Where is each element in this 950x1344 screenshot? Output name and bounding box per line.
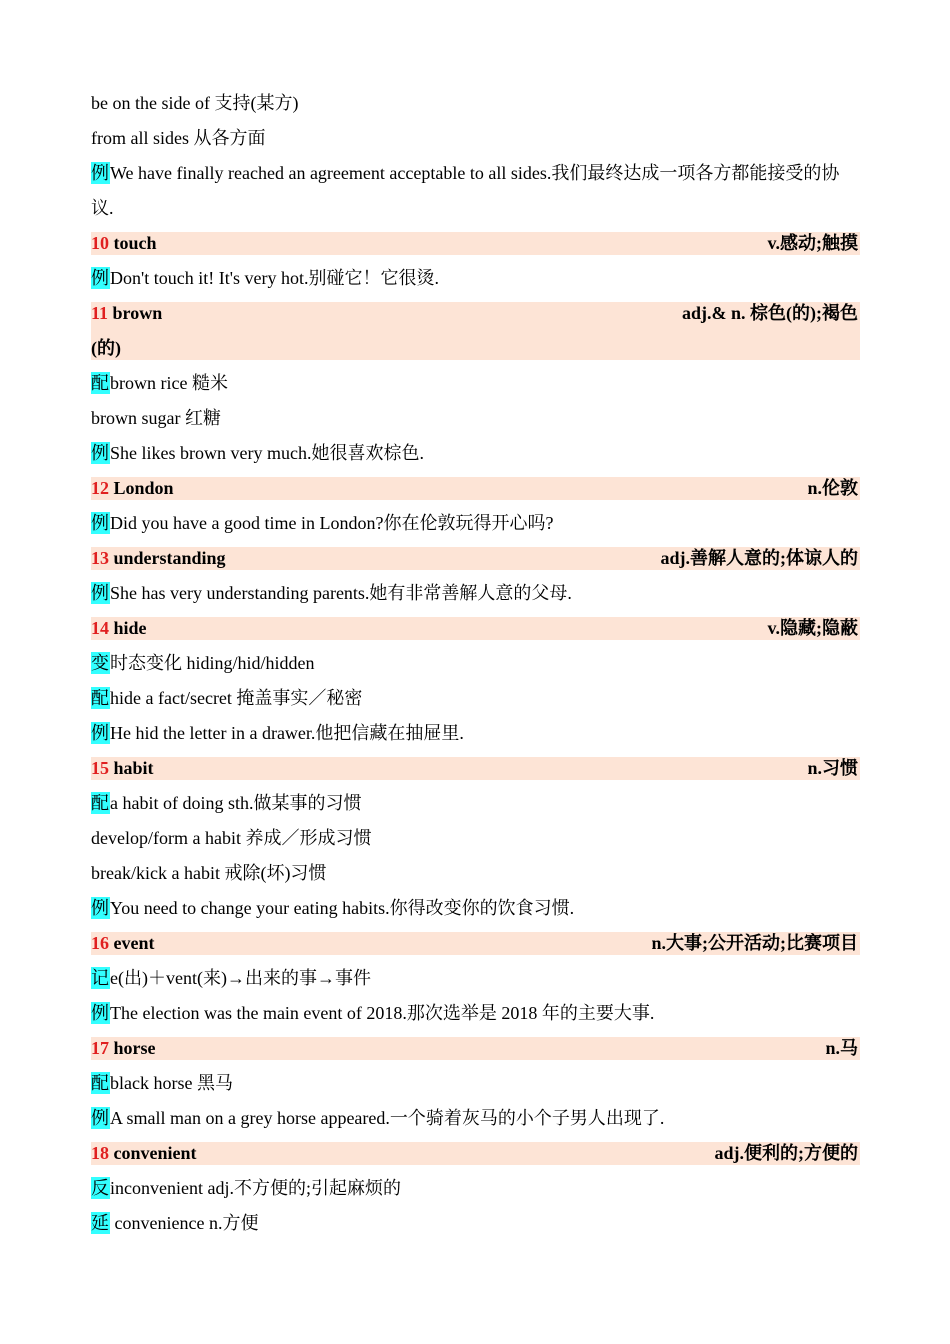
line-text: brown sugar 红糖 <box>91 408 221 428</box>
line-text: You need to change your eating habits.你得改变你的饮食习惯. <box>110 898 575 918</box>
example-line <box>91 156 860 226</box>
line-tag: 配 <box>91 1073 109 1093</box>
line-tag: 例 <box>91 1108 109 1128</box>
entry-number: 15 <box>91 758 109 778</box>
entry-line <box>91 506 860 541</box>
entry-line <box>91 786 860 821</box>
entry-number: 18 <box>91 1143 109 1163</box>
entry-number: 16 <box>91 933 109 953</box>
entry-definition: n.马 <box>825 1038 858 1058</box>
entry-line <box>91 821 860 856</box>
entry-definition: adj.& n. 棕色(的);褐色 <box>682 303 858 323</box>
entry-line <box>91 891 860 926</box>
entry-line <box>91 1066 860 1101</box>
line-text: a habit of doing sth.做某事的习惯 <box>110 793 362 813</box>
entry-number: 17 <box>91 1038 109 1058</box>
entry-definition: n.伦敦 <box>807 478 858 498</box>
line-tag: 例 <box>91 268 109 288</box>
intro-line: from all sides 从各方面 <box>91 128 266 148</box>
entry-line <box>91 681 860 716</box>
line-tag: 配 <box>91 793 109 813</box>
line-text: brown rice 糙米 <box>110 373 228 393</box>
entry-header <box>91 751 860 786</box>
line-tag: 例 <box>91 723 109 743</box>
line-tag: 配 <box>91 373 109 393</box>
entry-word: touch <box>113 233 157 253</box>
entry-line <box>91 856 860 891</box>
entry-header <box>91 226 860 261</box>
entry-number: 14 <box>91 618 109 638</box>
line-text: convenience n.方便 <box>110 1213 259 1233</box>
line-tag: 例 <box>91 1003 109 1023</box>
line-tag: 例 <box>91 583 109 603</box>
line-tag: 变 <box>91 653 109 673</box>
line-text: 时态变化 hiding/hid/hidden <box>110 653 315 673</box>
entry-line <box>91 436 860 471</box>
line-text: e(出)＋vent(来)→出来的事→事件 <box>110 968 371 988</box>
vocab-content <box>91 86 860 1241</box>
entry-word: horse <box>113 1038 156 1058</box>
entry-header <box>91 471 860 506</box>
line-text: black horse 黑马 <box>110 1073 233 1093</box>
line-text: Did you have a good time in London?你在伦敦玩得开心吗? <box>110 513 554 533</box>
intro-line: be on the side of 支持(某方) <box>91 93 299 113</box>
entry-word: hide <box>113 618 147 638</box>
line-tag: 例 <box>91 898 109 918</box>
line-text: The election was the main event of 2018.那次选举是 2018 年的主要大事. <box>110 1003 655 1023</box>
header-band <box>91 232 860 255</box>
entry-definition: n.大事;公开活动;比赛项目 <box>651 933 858 953</box>
entry-number: 13 <box>91 548 109 568</box>
entry-line <box>91 996 860 1031</box>
entry-line <box>91 401 860 436</box>
line-text: hide a fact/secret 掩盖事实／秘密 <box>110 688 363 708</box>
line-text: We have finally reached an agreement acceptable to all sides.我们最终达成一项各方都能接受的协议. <box>91 163 840 218</box>
entry-line <box>91 961 860 996</box>
entry-header <box>91 1136 860 1171</box>
entry-number: 12 <box>91 478 109 498</box>
entry-word: brown <box>112 303 163 323</box>
entry-number: 10 <box>91 233 109 253</box>
line-tag: 记 <box>91 968 109 988</box>
header-band <box>91 477 860 500</box>
line-tag: 延 <box>91 1213 109 1233</box>
entry-definition: v.隐藏;隐蔽 <box>767 618 858 638</box>
entry-header <box>91 541 860 576</box>
entry-line <box>91 261 860 296</box>
entry-definition: n.习惯 <box>807 758 858 778</box>
entry-definition: adj.善解人意的;体谅人的 <box>660 548 858 568</box>
entry-word: event <box>113 933 155 953</box>
entry-list <box>91 226 860 1241</box>
line-text: develop/form a habit 养成／形成习惯 <box>91 828 372 848</box>
entry-header <box>91 926 860 961</box>
entry-line <box>91 366 860 401</box>
entry-header <box>91 1031 860 1066</box>
entry-header <box>91 296 860 366</box>
line-text: Don't touch it! It's very hot.别碰它！它很烫. <box>110 268 439 288</box>
entry-number: 11 <box>91 303 109 323</box>
header-band <box>91 1037 860 1060</box>
line-tag: 例 <box>91 443 109 463</box>
entry-line <box>91 1171 860 1206</box>
entry-word: habit <box>113 758 154 778</box>
entry-line <box>91 1206 860 1241</box>
entry-definition-cont: (的) <box>91 338 121 358</box>
line-text: He hid the letter in a drawer.他把信藏在抽屉里. <box>110 723 464 743</box>
line-text: A small man on a grey horse appeared.一个骑着灰马的小个子男人出现了. <box>110 1108 665 1128</box>
header-band <box>91 617 860 640</box>
entry-line <box>91 716 860 751</box>
entry-line <box>91 646 860 681</box>
entry-word: London <box>113 478 174 498</box>
entry-line <box>91 1101 860 1136</box>
entry-line <box>91 576 860 611</box>
entry-word: understanding <box>113 548 226 568</box>
line-tag: 例 <box>91 513 109 533</box>
line-text: inconvenient adj.不方便的;引起麻烦的 <box>110 1178 401 1198</box>
entry-word: convenient <box>113 1143 197 1163</box>
entry-definition: v.感动;触摸 <box>767 233 858 253</box>
line-tag: 配 <box>91 688 109 708</box>
line-text: break/kick a habit 戒除(坏)习惯 <box>91 863 327 883</box>
line-tag: 例 <box>91 163 109 183</box>
line-text: She has very understanding parents.她有非常善解人意的父母. <box>110 583 572 603</box>
entry-definition: adj.便利的;方便的 <box>714 1143 858 1163</box>
line-tag: 反 <box>91 1178 109 1198</box>
header-band <box>91 757 860 780</box>
entry-header <box>91 611 860 646</box>
line-text: She likes brown very much.她很喜欢棕色. <box>110 443 424 463</box>
